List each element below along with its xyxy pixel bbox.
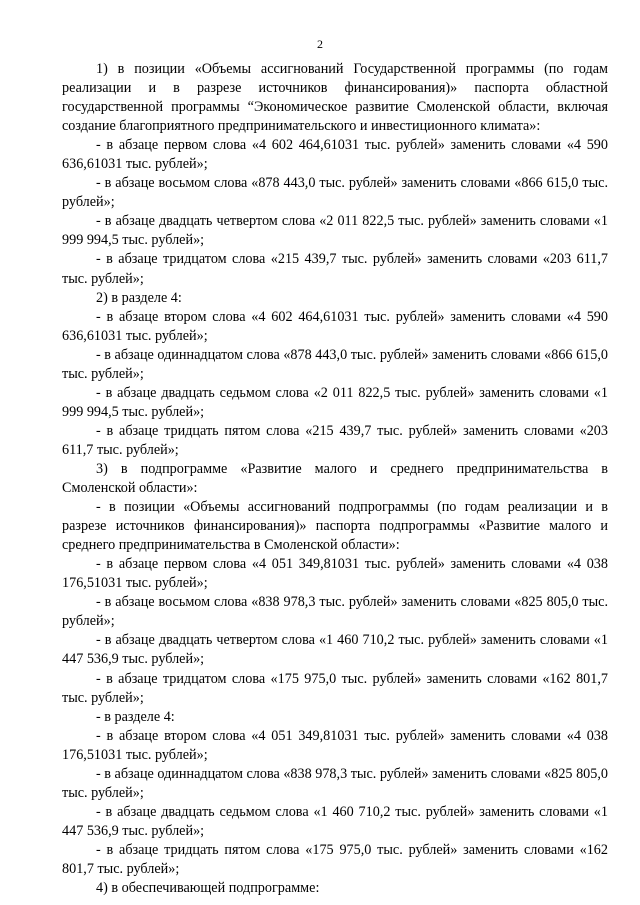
paragraph-abzats-35: - в абзаце тридцать пятом слова «215 439,7 тыс. рублей» заменить словами «203 611,7 тыс. рублей»; [62, 422, 608, 458]
paragraph-abzats-8: - в абзаце восьмом слова «878 443,0 тыс. рублей» заменить словами «866 615,0 тыс. рублей»; [62, 175, 608, 211]
paragraph-sub-abzats-24: - в абзаце двадцать четвертом слова «1 460 710,2 тыс. рублей» заменить словами «1 447 536,9 тыс. рублей»; [62, 632, 608, 668]
paragraph-item-3-heading: 3) в подпрограмме «Развитие малого и среднего предпринимательства в Смоленской области»: [62, 460, 608, 497]
paragraph-item-2-heading: 2) в разделе 4: [96, 289, 182, 306]
paragraph-abzats-30: - в абзаце тридцатом слова «215 439,7 тыс. рублей» заменить словами «203 611,7 тыс. рублей»; [62, 251, 608, 287]
paragraph-sub-abzats-1: - в абзаце первом слова «4 051 349,81031 тыс. рублей» заменить словами «4 038 176,51031 тыс. рублей»; [62, 556, 608, 592]
paragraph-sub-abzats-2: - в абзаце втором слова «4 051 349,81031 тыс. рублей» заменить словами «4 038 176,51031 тыс. рублей»; [62, 727, 608, 763]
page-number: 2 [317, 37, 323, 51]
paragraph-abzats-24: - в абзаце двадцать четвертом слова «2 011 822,5 тыс. рублей» заменить словами «1 999 994,5 тыс. рублей»; [62, 213, 608, 249]
paragraph-abzats-11: - в абзаце одиннадцатом слова «878 443,0 тыс. рублей» заменить словами «866 615,0 тыс. рублей»; [62, 346, 608, 382]
paragraph-abzats-27: - в абзаце двадцать седьмом слова «2 011 822,5 тыс. рублей» заменить словами «1 999 994,5 тыс. рублей»; [62, 384, 608, 420]
paragraph-sub-abzats-27: - в абзаце двадцать седьмом слова «1 460 710,2 тыс. рублей» заменить словами «1 447 536,9 тыс. рублей»; [62, 803, 608, 839]
paragraph-sub-abzats-35: - в абзаце тридцать пятом слова «175 975,0 тыс. рублей» заменить словами «162 801,7 тыс. рублей»; [62, 841, 608, 877]
paragraph-sub-section-4: - в разделе 4: [96, 708, 175, 725]
paragraph-item-4-heading: 4) в обеспечивающей подпрограмме: [96, 880, 320, 897]
paragraph-abzats-2: - в абзаце втором слова «4 602 464,61031 тыс. рублей» заменить словами «4 590 636,61031 тыс. рублей»; [62, 308, 608, 344]
paragraph-item-1-intro: 1) в позиции «Объемы ассигнований Государственной программы (по годам реализации и в разрезе источников финансирования)» паспорта областной государственной программы “Экономическое развитие Смоленской области, включая создание благоприятного предпринимательского и инвестиционного климата»: [62, 61, 608, 135]
paragraph-subprogram-passport: - в позиции «Объемы ассигнований подпрограммы (по годам реализации и в разрезе источников финансирования)» паспорта подпрограммы «Развитие малого и среднего предпринимательства в Смоленской области»: [62, 499, 608, 554]
paragraph-abzats-1: - в абзаце первом слова «4 602 464,61031 тыс. рублей» заменить словами «4 590 636,61031 тыс. рублей»; [62, 137, 608, 173]
paragraph-sub-abzats-11: - в абзаце одиннадцатом слова «838 978,3 тыс. рублей» заменить словами «825 805,0 тыс. рублей»; [62, 765, 608, 801]
document-body [62, 60, 608, 898]
paragraph-sub-abzats-8: - в абзаце восьмом слова «838 978,3 тыс. рублей» заменить словами «825 805,0 тыс. рублей»; [62, 594, 608, 630]
paragraph-sub-abzats-30: - в абзаце тридцатом слова «175 975,0 тыс. рублей» заменить словами «162 801,7 тыс. рублей»; [62, 670, 608, 706]
